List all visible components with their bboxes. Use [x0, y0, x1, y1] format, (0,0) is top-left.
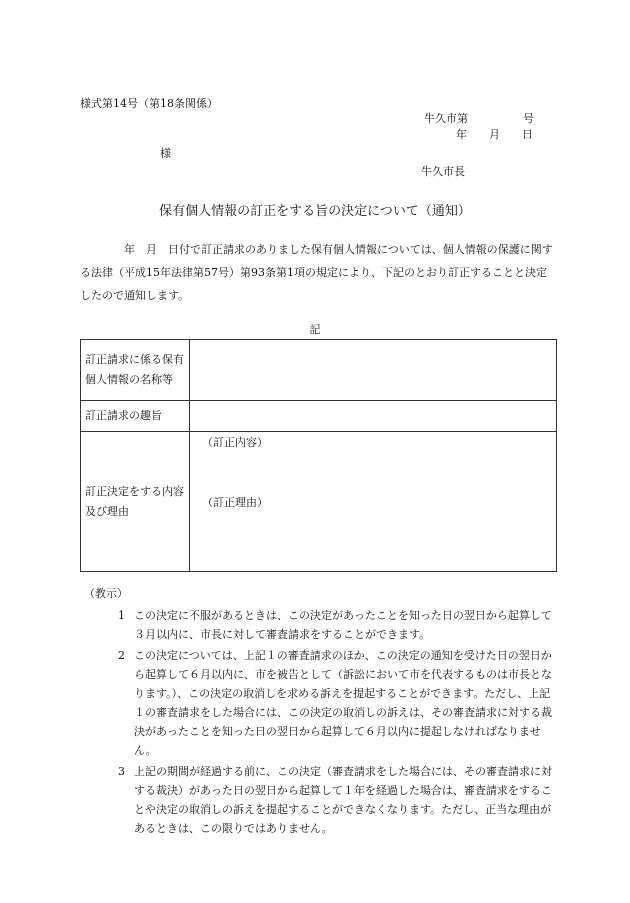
addressee: 様 [160, 147, 171, 160]
notes-list [118, 606, 558, 840]
document-number: 牛久市第 号 [424, 112, 534, 125]
body-paragraph-text: 年 月 日付で訂正請求のありました保有個人情報については、個人情報の保護に関する法律（平成15年法律第57号）第93条第1項の規定により、下記のとおり訂正することと決定したので通知します。 [80, 243, 553, 302]
correction-reason-label: （訂正理由） [202, 496, 268, 509]
row3-label: 訂正決定をする内容及び理由 [81, 432, 190, 572]
body-paragraph [80, 238, 556, 307]
note-text: この決定については、上記１の審査請求のほか、この決定の通知を受けた日の翌日から起算して６月以内に、市を被告として（訴訟において市を代表するものは市長となります。）、この決定の取消しを求める訴えを提起することができます。ただし、上記１の審査請求をした場合には、この決定の取消しの訴えは、その審査請求に対する裁決があったことを知った日の翌日から起算して６月以内に提起しなければなりません。 [134, 649, 552, 757]
row1-label: 訂正請求に係る保有個人情報の名称等 [81, 340, 190, 401]
list-item [118, 762, 558, 838]
note-number: 2 [118, 649, 125, 662]
decision-table [80, 339, 557, 572]
note-number: 3 [118, 765, 125, 778]
table-row [81, 340, 557, 401]
correction-content-label: （訂正内容） [202, 436, 268, 449]
table-row [81, 432, 557, 572]
notes-heading: （教示） [84, 587, 128, 600]
note-text: この決定に不服があるときは、この決定があったことを知った日の翌日から起算して３月以内に、市長に対して審査請求をすることができます。 [134, 609, 552, 641]
note-number: 1 [118, 609, 125, 622]
sender: 牛久市長 [421, 165, 465, 178]
list-item [118, 646, 558, 760]
list-item [118, 606, 558, 644]
record-label: 記 [309, 323, 321, 336]
date-line: 年 月 日 [456, 128, 533, 141]
document-title: 保有個人情報の訂正をする旨の決定について（通知） [159, 204, 471, 219]
row2-value [190, 401, 557, 432]
row2-label: 訂正請求の趣旨 [81, 401, 190, 432]
table-row [81, 401, 557, 432]
row3-value [190, 432, 557, 572]
form-number: 様式第14号（第18条関係） [80, 97, 218, 110]
row1-value [190, 340, 557, 401]
note-text: 上記の期間が経過する前に、この決定（審査請求をした場合には、その審査請求に対する裁決）があった日の翌日から起算して１年を経過した場合は、審査請求をすることや決定の取消しの訴えを提起することができなくなります。ただし、正当な理由があるときは、この限りではありません。 [134, 765, 552, 835]
